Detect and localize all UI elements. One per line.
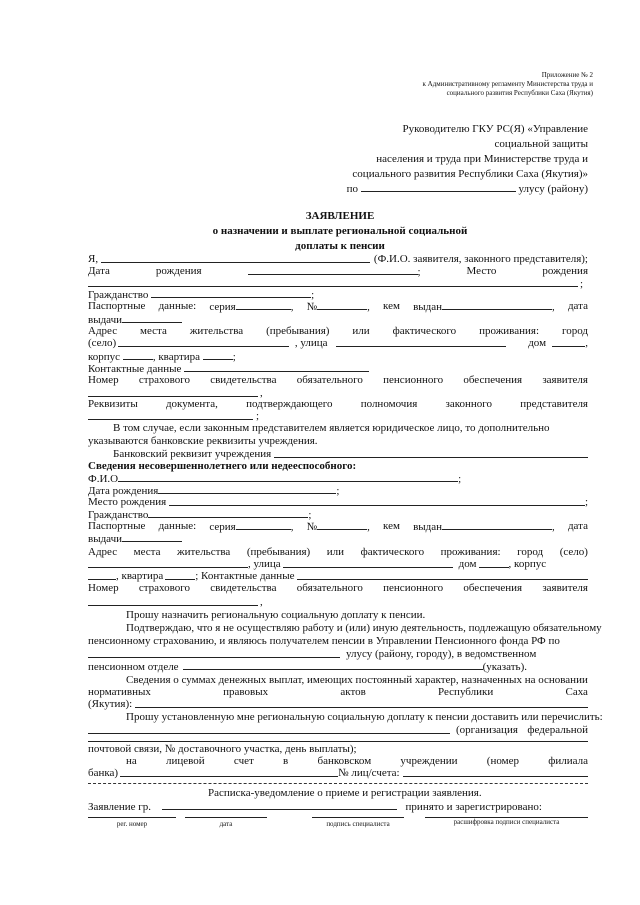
pob-word-2: рождения xyxy=(542,265,588,277)
address-word: Адрес xyxy=(88,546,118,558)
address-word: (село) xyxy=(559,546,588,558)
row-address xyxy=(88,325,588,337)
address-word: (пребывания) xyxy=(266,325,330,337)
receipt-title: Расписка-уведомление о приеме и регистрации заявления. xyxy=(208,787,482,799)
minor-row-address-2 xyxy=(88,558,588,570)
request-assign: Прошу назначить региональную социальную доплату к пенсии. xyxy=(126,609,426,621)
req-word: подтверждающего xyxy=(246,398,333,410)
bank-word: лицевой xyxy=(166,755,205,767)
payments-field[interactable] xyxy=(135,698,588,708)
req-word: Реквизиты xyxy=(88,398,138,410)
series-label: серия xyxy=(209,301,236,313)
addressee-district-post: улусу (району) xyxy=(518,183,588,195)
contacts-label: Контактные данные xyxy=(88,363,182,375)
decode-caption: расшифровка подписи специалиста xyxy=(453,818,560,826)
minor-pob-field[interactable] xyxy=(169,496,585,506)
reg-number-caption: рег. номер xyxy=(116,820,148,828)
minor-contacts-label: ; Контактные данные xyxy=(195,570,295,582)
minor-row-pob xyxy=(88,496,588,508)
minor-dob-label: Дата рождения xyxy=(88,485,159,497)
minor-apartment-field[interactable] xyxy=(165,570,195,580)
snils-word: пенсионного xyxy=(383,582,444,594)
snils-word: страхового xyxy=(138,374,190,386)
address-word: или xyxy=(352,325,370,337)
number-label: № xyxy=(306,301,318,313)
pob-semicolon: ; xyxy=(580,278,584,290)
comma: , xyxy=(290,521,294,533)
dob-word-2: рождения xyxy=(155,265,202,277)
korpus-field[interactable] xyxy=(123,350,153,360)
minor-house-label: дом xyxy=(458,558,477,570)
confirm-line-4 xyxy=(88,660,527,673)
req-word: полномочия xyxy=(360,398,418,410)
comma: , xyxy=(290,301,294,313)
row-snils xyxy=(88,374,588,386)
address-word: места xyxy=(140,325,167,337)
comma: , xyxy=(585,337,588,349)
district-text: улусу (району, городу), в ведомственном xyxy=(346,648,537,660)
number-label: № xyxy=(306,521,318,533)
date-word: дата xyxy=(567,520,588,532)
payments-word: актов xyxy=(340,686,366,698)
passport-date-field[interactable] xyxy=(122,313,182,323)
addressee-line-3: населения и труда при Министерстве труда и xyxy=(376,153,588,165)
comma: , xyxy=(552,521,555,533)
legal-entity-note-1: В том случае, если законным представителем является юридическое лицо, то дополнительно xyxy=(113,422,550,434)
issued-by-word: выдан xyxy=(413,301,443,313)
payments-line-2 xyxy=(88,686,588,698)
pension-district-field[interactable] xyxy=(88,648,340,658)
minor-snils-field[interactable] xyxy=(88,605,258,606)
delivery-line-3: почтовой связи, № доставочного участка, день выплаты); xyxy=(88,743,357,755)
row-address-2 xyxy=(88,337,588,349)
receipt-date-field[interactable] xyxy=(185,817,267,818)
apartment-label: , квартира xyxy=(152,351,201,363)
minor-citizenship-field[interactable] xyxy=(148,508,308,518)
ya-label: Я, xyxy=(88,253,99,265)
fio-field[interactable] xyxy=(101,253,370,263)
account-field[interactable] xyxy=(403,767,588,777)
delivery-org-field-2[interactable] xyxy=(88,741,588,742)
minor-pob-label: Место рождения xyxy=(88,496,167,508)
doc-subtitle-1: о назначении и выплате региональной социальной xyxy=(212,225,468,237)
address-word: или xyxy=(326,546,345,558)
minor-street-field[interactable] xyxy=(283,558,453,568)
comma: , xyxy=(260,387,263,399)
snils-word: свидетельства xyxy=(210,374,277,386)
street-label: , улица xyxy=(294,337,328,349)
addressee-line-1: Руководителю ГКУ РС(Я) «Управление xyxy=(402,123,588,135)
address-word: фактического xyxy=(392,325,457,337)
minor-citizenship-label: Гражданство xyxy=(88,509,149,521)
appendix-line-3: социального развития Республики Саха (Якутия) xyxy=(446,89,593,97)
delivery-line-4 xyxy=(126,755,588,767)
bank-field[interactable] xyxy=(120,767,338,777)
delivery-org-field[interactable] xyxy=(88,733,450,734)
appendix-line-2: к Административному регламенту Министерства труда и xyxy=(422,80,593,88)
citizenship-label: Гражданство xyxy=(88,289,149,301)
snils-word: обязательного xyxy=(296,374,363,386)
yakutia-label: (Якутия): xyxy=(88,698,133,710)
dob-field[interactable] xyxy=(248,265,418,275)
row-requisites xyxy=(88,398,588,410)
bank-word: на xyxy=(126,755,137,767)
row-passport xyxy=(88,300,588,313)
minor-issued-field[interactable] xyxy=(122,532,182,542)
apartment-field[interactable] xyxy=(203,350,233,360)
payments-word: Республики xyxy=(438,686,494,698)
pob-word-1: Место xyxy=(466,265,497,277)
issued-label: выдачи xyxy=(88,314,123,326)
house-label: дом xyxy=(528,337,547,349)
row-dob xyxy=(88,265,588,278)
minor-row-address xyxy=(88,546,588,558)
semicolon: ; xyxy=(458,473,462,485)
doc-subtitle-2: доплаты к пенсии xyxy=(295,240,385,252)
comma: , xyxy=(260,596,263,608)
minor-dob-field[interactable] xyxy=(158,484,336,494)
department-field[interactable] xyxy=(183,660,483,670)
minor-number-field[interactable] xyxy=(317,520,367,530)
snils-field[interactable] xyxy=(88,396,258,397)
semicolon: ; xyxy=(256,410,260,422)
minor-korpus-label: , корпус xyxy=(508,558,547,570)
payments-word: правовых xyxy=(223,686,269,698)
minor-series-field[interactable] xyxy=(236,520,291,530)
specify-label: (указать). xyxy=(482,661,527,673)
passport-word: Паспортные xyxy=(88,520,146,532)
signature-field[interactable] xyxy=(312,817,404,818)
req-word: представителя xyxy=(520,398,588,410)
delivery-word: федеральной xyxy=(527,724,588,736)
doc-title: ЗАЯВЛЕНИЕ xyxy=(305,210,375,222)
issued-by-word: выдан xyxy=(413,521,443,533)
bank-word: банковском xyxy=(317,755,372,767)
address-word: проживания: xyxy=(440,546,501,558)
comma: , xyxy=(367,301,370,313)
delivery-line-1: Прошу установленную мне региональную социальную доплату к пенсии доставить или перечислить: xyxy=(126,711,603,723)
department-label: пенсионном отделе xyxy=(88,661,179,673)
address-word: места xyxy=(133,546,161,558)
snils-word: Номер xyxy=(88,374,119,386)
issued-by-word: кем xyxy=(383,520,400,532)
snils-word: обеспечения xyxy=(463,582,523,594)
minor-contacts-field[interactable] xyxy=(297,570,588,580)
req-word: законного xyxy=(445,398,493,410)
pob-field[interactable] xyxy=(88,286,578,287)
receipt-accepted-label: принято и зарегистрировано: xyxy=(405,801,542,813)
date-word: дата xyxy=(567,300,588,312)
bank-label: банка) xyxy=(88,767,119,779)
minor-issuer-field[interactable] xyxy=(442,520,552,530)
row-fio xyxy=(88,253,588,265)
address-word: город xyxy=(517,546,544,558)
snils-word: заявителя xyxy=(542,374,588,386)
confirm-line-1: Подтверждаю, что я не осуществляю работу и (или) иную деятельность, подлежащую обязательному xyxy=(126,622,602,634)
minor-heading: Сведения несовершеннолетнего или недееспособного: xyxy=(88,460,357,472)
delivery-line-5 xyxy=(88,767,588,779)
semicolon: ; xyxy=(232,351,236,363)
bank-req-label: Банковский реквизит учреждения xyxy=(113,448,272,460)
snils-word: свидетельства xyxy=(210,582,277,594)
confirm-line-3 xyxy=(88,648,588,660)
minor-city-field[interactable] xyxy=(88,558,248,568)
snils-word: обеспечения xyxy=(463,374,523,386)
legal-entity-note-2: указываются банковские реквизиты учреждения. xyxy=(88,435,318,447)
minor-row-apartment xyxy=(88,570,588,582)
dob-word-1: Дата xyxy=(88,265,110,277)
reg-number-field[interactable] xyxy=(88,817,176,818)
minor-house-field[interactable] xyxy=(479,558,509,568)
payments-word: нормативных xyxy=(88,686,151,698)
fio-hint: (Ф.И.О. заявителя, законного представителя); xyxy=(373,253,588,265)
payments-line-1: Сведения о суммах денежных выплат, имеющих постоянный характер, назначенных на основании xyxy=(126,674,588,686)
passport-word: Паспортные xyxy=(88,300,146,312)
snils-word: страхового xyxy=(138,582,190,594)
confirm-line-2: пенсионному страхованию, и являюсь получателем пенсии в Управлении Пенсионного фонда РФ по xyxy=(88,635,560,647)
date-caption: дата xyxy=(219,820,233,828)
passport-word: данные: xyxy=(158,520,197,532)
city-field[interactable] xyxy=(118,337,289,347)
bank-word: филиала xyxy=(548,755,588,767)
semicolon: ; xyxy=(584,496,588,508)
addressee-district-pre: по xyxy=(346,183,359,195)
address-word: (пребывания) xyxy=(246,546,311,558)
appendix-line-1: Приложение № 2 xyxy=(541,71,593,79)
snils-word: обязательного xyxy=(296,582,363,594)
minor-apartment-label: , квартира xyxy=(116,570,164,582)
address-word: фактического xyxy=(360,546,425,558)
semicolon: ; xyxy=(417,266,421,278)
snils-word: Номер xyxy=(88,582,119,594)
payments-line-3 xyxy=(88,698,588,710)
addressee-district xyxy=(347,182,588,195)
citizenship-field[interactable] xyxy=(151,288,311,298)
delivery-word: (организация xyxy=(456,724,518,736)
addressee-line-4: социального развития Республики Саха (Якутия)» xyxy=(352,168,588,180)
address-word: Адрес xyxy=(88,325,118,337)
street-field[interactable] xyxy=(336,337,507,347)
passport-series-field[interactable] xyxy=(236,300,291,310)
series-label: серия xyxy=(209,521,236,533)
bank-word: счет xyxy=(233,755,254,767)
address-word: жительства xyxy=(189,325,244,337)
issued-by-word: кем xyxy=(383,300,400,312)
district-field[interactable] xyxy=(361,182,516,192)
minor-korpus-field[interactable] xyxy=(88,570,116,580)
snils-word: заявителя xyxy=(542,582,588,594)
comma: , xyxy=(552,301,555,313)
bank-req-field[interactable] xyxy=(274,448,588,458)
minor-issued-label: выдачи xyxy=(88,533,123,545)
requisites-field[interactable] xyxy=(88,419,253,420)
bank-word: в xyxy=(283,755,289,767)
house-field[interactable] xyxy=(552,337,585,347)
receipt-name-field[interactable] xyxy=(162,800,397,810)
semicolon: ; xyxy=(308,509,312,521)
contacts-field[interactable] xyxy=(184,362,369,372)
bank-word: (номер xyxy=(486,755,519,767)
payments-word: Саха xyxy=(565,686,588,698)
minor-street-label: , улица xyxy=(248,558,281,570)
addressee-line-2: социальной защиты xyxy=(494,138,588,150)
address-word: жительства xyxy=(177,546,231,558)
req-word: документа, xyxy=(165,398,218,410)
account-label: № лиц/счета: xyxy=(338,767,400,779)
address-word: проживания: xyxy=(479,325,539,337)
cut-line xyxy=(88,783,588,784)
minor-fio-field[interactable] xyxy=(118,472,458,482)
row-bank xyxy=(113,448,588,460)
korpus-label: корпус xyxy=(88,351,121,363)
minor-row-snils xyxy=(88,582,588,594)
selo-label: (село) xyxy=(88,337,117,349)
minor-fio-label: Ф.И.О xyxy=(88,473,119,485)
snils-word: пенсионного xyxy=(383,374,444,386)
signature-caption: подпись специалиста xyxy=(326,820,390,828)
receipt-row xyxy=(88,800,542,813)
address-word: город xyxy=(561,325,588,337)
minor-row-issued xyxy=(88,532,182,545)
delivery-line-2 xyxy=(456,724,588,736)
passport-word: данные: xyxy=(158,300,197,312)
receipt-app-label: Заявление гр. xyxy=(88,801,152,813)
bank-word: учреждении xyxy=(400,755,458,767)
comma: , xyxy=(367,521,370,533)
semicolon: ; xyxy=(311,289,315,301)
semicolon: ; xyxy=(336,485,340,497)
passport-issuer-field[interactable] xyxy=(442,300,552,310)
passport-number-field[interactable] xyxy=(317,300,367,310)
